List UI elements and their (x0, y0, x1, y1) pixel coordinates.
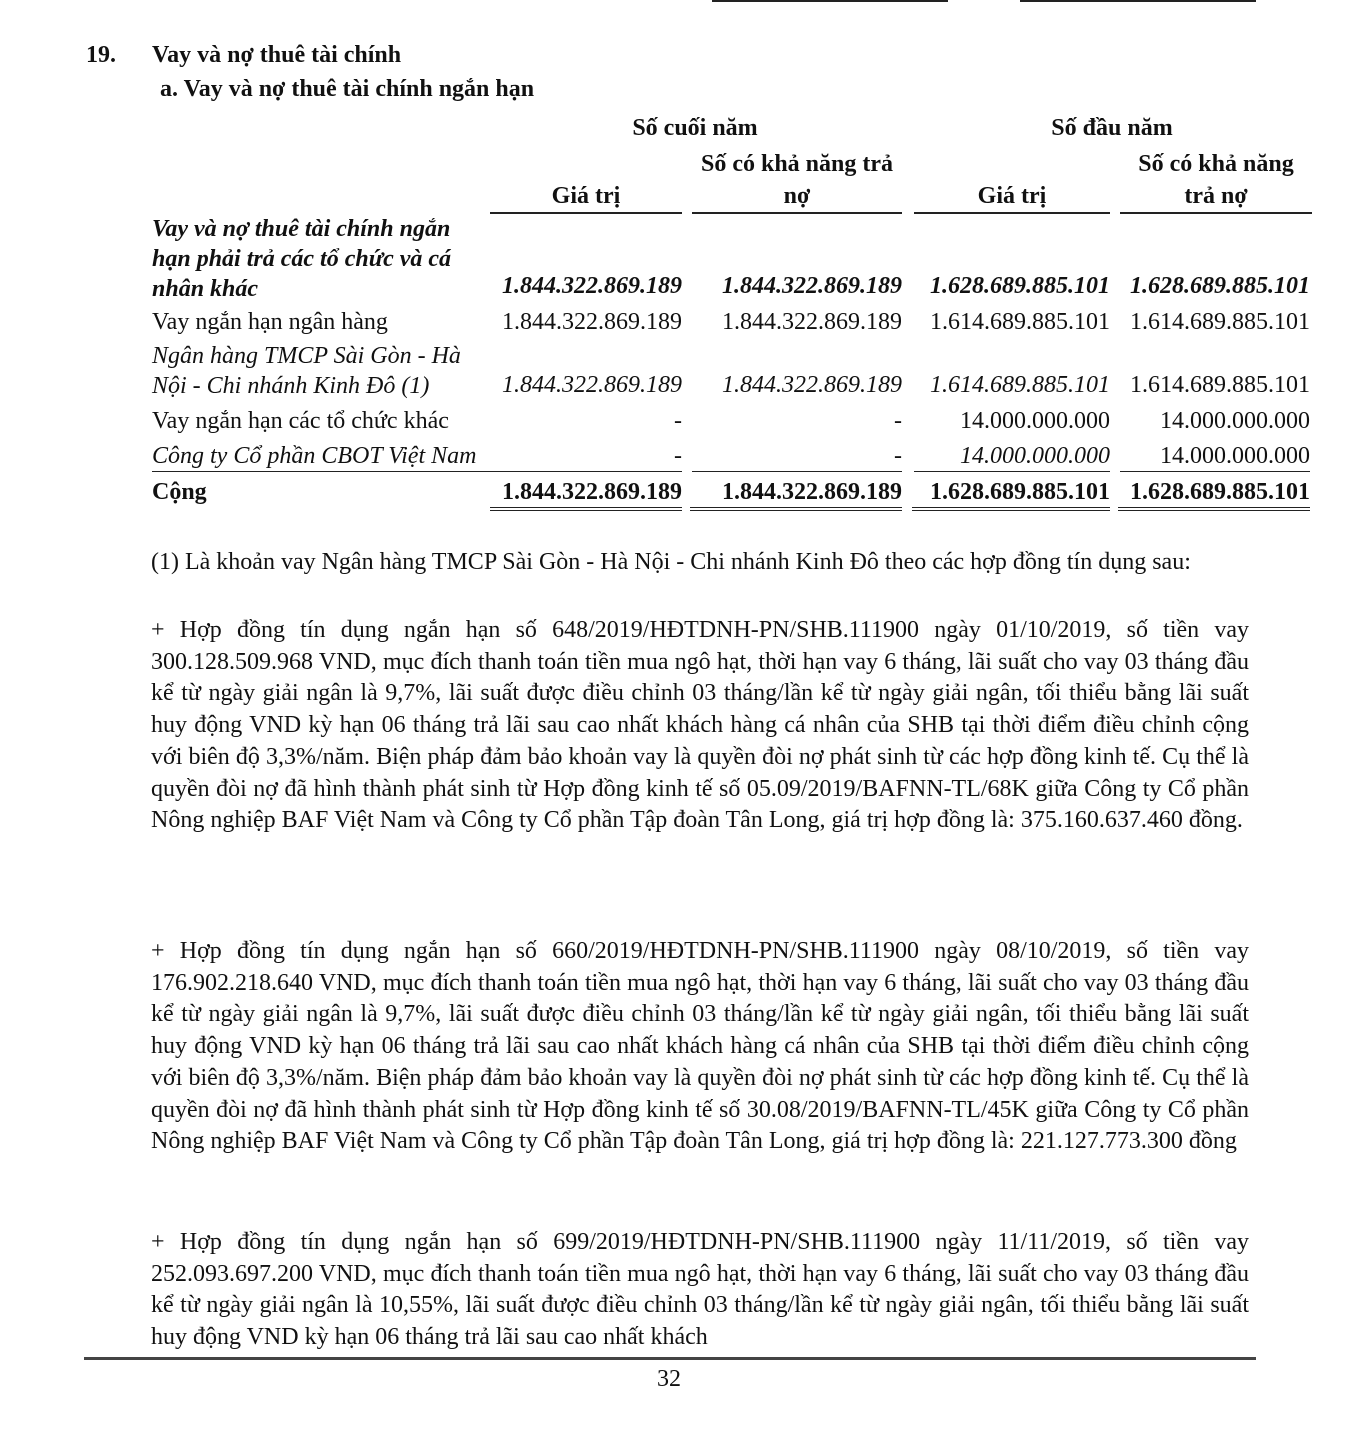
table-cell: - (894, 408, 902, 434)
table-cell: 1.628.689.885.101 (930, 273, 1110, 299)
contract-660: + Hợp đồng tín dụng ngắn hạn số 660/2019/HĐTDNH-PN/SHB.111900 ngày 08/10/2019, số tiền vay 176.902.218.640 VND, mục đích thanh toán tiền mua ngô hạt, thời hạn vay 6 tháng, lãi suất cho vay 03 tháng đầu kể từ ngày giải ngân là 9,7%, lãi suất được điều chỉnh 03 tháng/lần kể từ ngày giải ngân, tối thiểu bằng lãi suất huy động VND kỳ hạn 06 tháng trả lãi sau cao nhất khách hàng cá nhân của SHB tại thời điểm điều chỉnh cộng với biên độ 3,3%/năm. Biện pháp đảm bảo khoản vay là quyền đòi nợ phát sinh từ các hợp đồng kinh tế. Cụ thể là quyền đòi nợ đã hình thành phát sinh từ Hợp đồng kinh tế số 30.08/2019/BAFNN-TL/45K giữa Công ty Cổ phần Nông nghiệp BAF Việt Nam và Công ty Cổ phần Tập đoàn Tân Long, giá trị hợp đồng là: 221.127.773.300 đồng (151, 938, 1249, 1155)
table-cell: 1.844.322.869.189 (690, 477, 902, 511)
table-cell: - (692, 441, 902, 472)
contract-699: + Hợp đồng tín dụng ngắn hạn số 699/2019/HĐTDNH-PN/SHB.111900 ngày 11/11/2019, số tiền vay 252.093.697.200 VND, mục đích thanh toán tiền mua ngô hạt, thời hạn vay 6 tháng, lãi suất cho vay 03 tháng đầu kể từ ngày giải ngân là 10,55%, lãi suất được điều chỉnh 03 tháng/lần kể từ ngày giải ngân, tối thiểu bằng lãi suất huy động VND kỳ hạn 06 tháng trả lãi sau cao nhất khách (151, 1229, 1249, 1351)
note-intro: (1) Là khoản vay Ngân hàng TMCP Sài Gòn - Hà Nội - Chi nhánh Kinh Đô theo các hợp đồng tín dụng sau: (151, 549, 1191, 575)
col-header-begin-value: Giá trị (914, 180, 1110, 214)
subsection-title: a. Vay và nợ thuê tài chính ngắn hạn (160, 76, 535, 102)
table-cell: 1.844.322.869.189 (502, 309, 682, 335)
top-rule-left (712, 0, 948, 2)
row-label-other-org-loans: Vay ngắn hạn các tổ chức khác (152, 408, 449, 434)
top-rule-right (1020, 0, 1256, 2)
col-header-end-value: Giá trị (490, 180, 682, 214)
table-cell: 1.628.689.885.101 (1130, 273, 1310, 299)
table-cell: 1.628.689.885.101 (1118, 477, 1310, 511)
table-cell: - (674, 408, 682, 434)
table-cell: 1.844.322.869.189 (722, 309, 902, 335)
table-cell: 14.000.000.000 (960, 408, 1110, 434)
table-cell: 1.844.322.869.189 (502, 372, 682, 398)
table-cell: 1.844.322.869.189 (490, 477, 682, 511)
table-cell: 1.844.322.869.189 (502, 273, 682, 299)
page-number: 32 (657, 1366, 681, 1392)
row-label-bank-loans: Vay ngắn hạn ngân hàng (152, 309, 388, 335)
row-label-total: Cộng (152, 479, 207, 505)
table-cell: 14.000.000.000 (914, 441, 1110, 472)
table-cell: - (493, 441, 682, 472)
table-cell: 1.628.689.885.101 (912, 477, 1110, 511)
row-label-short-term-total: Vay và nợ thuê tài chính ngắn hạn phải trả các tổ chức và cá nhân khác (152, 216, 452, 302)
section-number: 19. (86, 42, 116, 68)
table-cell: 14.000.000.000 (1160, 408, 1310, 434)
contract-648: + Hợp đồng tín dụng ngắn hạn số 648/2019/HĐTDNH-PN/SHB.111900 ngày 01/10/2019, số tiền vay 300.128.509.968 VND, mục đích thanh toán tiền mua ngô hạt, thời hạn vay 6 tháng, lãi suất cho vay 03 tháng đầu kể từ ngày giải ngân là 9,7%, lãi suất được điều chỉnh 03 tháng/lần kể từ ngày giải ngân, tối thiểu bằng lãi suất huy động VND kỳ hạn 06 tháng trả lãi sau cao nhất khách hàng cá nhân của SHB tại thời điểm điều chỉnh cộng với biên độ 3,3%/năm. Biện pháp đảm bảo khoản vay là quyền đòi nợ phát sinh từ các hợp đồng kinh tế. Cụ thể là quyền đòi nợ đã hình thành phát sinh từ Hợp đồng kinh tế số 05.09/2019/BAFNN-TL/68K giữa Công ty Cổ phần Nông nghiệp BAF Việt Nam và Công ty Cổ phần Tập đoàn Tân Long, giá trị hợp đồng là: 375.160.637.460 đồng. (151, 617, 1249, 834)
table-cell: 1.614.689.885.101 (1130, 309, 1310, 335)
col-header-end-repayable: Số có khả năng trả nợ (692, 148, 902, 214)
group-header-begin-year: Số đầu năm (1051, 115, 1173, 141)
row-label-shb-bank: Ngân hàng TMCP Sài Gòn - Hà Nội - Chi nhánh Kinh Đô (1) (152, 343, 461, 399)
table-cell: 1.844.322.869.189 (722, 273, 902, 299)
table-cell: 14.000.000.000 (1120, 441, 1310, 472)
row-label-cbot: Công ty Cổ phần CBOT Việt Nam (152, 441, 495, 472)
footer-rule (84, 1357, 1256, 1360)
group-header-end-year: Số cuối năm (632, 115, 758, 141)
col-header-begin-repayable: Số có khả năng trả nợ (1120, 148, 1312, 214)
table-cell: 1.614.689.885.101 (930, 372, 1110, 398)
table-cell: 1.844.322.869.189 (722, 372, 902, 398)
section-title: Vay và nợ thuê tài chính (152, 42, 402, 68)
table-cell: 1.614.689.885.101 (1130, 372, 1310, 398)
table-cell: 1.614.689.885.101 (930, 309, 1110, 335)
